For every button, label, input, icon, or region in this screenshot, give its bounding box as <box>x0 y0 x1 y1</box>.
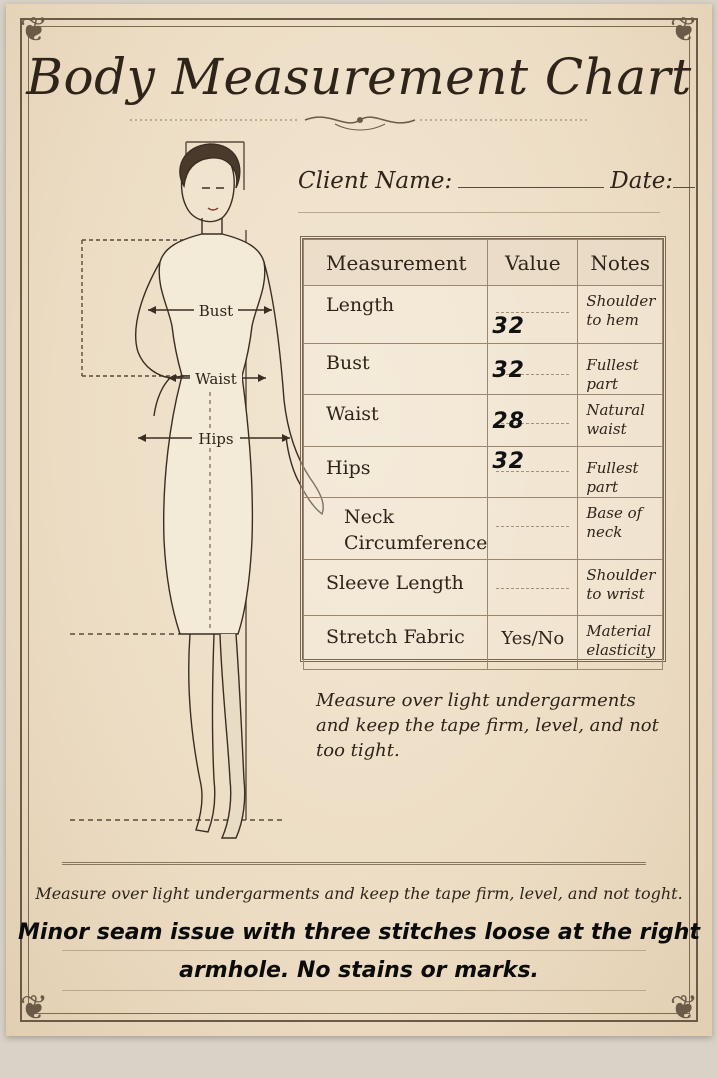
column-header-value: Value <box>488 240 578 286</box>
measurement-value: 32 <box>492 314 525 339</box>
table-row <box>304 447 663 498</box>
figure-label-hips: Hips <box>198 430 234 448</box>
table-row <box>304 616 663 670</box>
client-rule <box>298 212 660 213</box>
figure-label-bust: Bust <box>198 302 234 320</box>
stretch-value: Yes/No <box>501 628 565 649</box>
measurement-notes: Shoulder to hem <box>578 286 663 344</box>
measurement-name: Stretch Fabric <box>304 616 488 670</box>
client-name-field[interactable] <box>458 170 604 188</box>
footer-divider <box>62 862 646 865</box>
measurement-name: Bust <box>304 344 488 395</box>
date-label: Date: <box>610 168 674 194</box>
measurement-value-cell[interactable] <box>488 498 578 560</box>
measurement-value-cell[interactable] <box>488 560 578 616</box>
corner-flourish-icon: ❦ <box>19 10 49 50</box>
measurement-notes: Base of neck <box>578 498 663 560</box>
measurement-name: Sleeve Length <box>304 560 488 616</box>
table-row <box>304 395 663 447</box>
client-info <box>298 168 695 194</box>
table-row <box>304 560 663 616</box>
measurement-notes: Material elasticity <box>578 616 663 670</box>
measurement-value: 32 <box>492 449 525 474</box>
measurement-value-cell[interactable] <box>488 344 578 395</box>
corner-flourish-icon: ❦ <box>669 10 699 50</box>
measurement-notes: Fullest part <box>578 447 663 498</box>
ruled-line <box>62 990 646 991</box>
measuring-advice: Measure over light undergarments and keep the tape firm, level, and not too tight. <box>316 690 659 761</box>
measurement-notes: Natural waist <box>578 395 663 447</box>
measurement-table <box>300 236 666 662</box>
column-header-measurement: Measurement <box>304 240 488 286</box>
inspection-note: Minor seam issue with three stitches loose at the right armhole. No stains or marks. <box>18 920 700 983</box>
corner-flourish-icon: ❦ <box>19 988 49 1028</box>
measurement-notes: Shoulder to wrist <box>578 560 663 616</box>
fashion-figure-illustration <box>60 130 340 850</box>
measurement-value-cell[interactable] <box>488 616 578 670</box>
client-name-label: Client Name: <box>298 168 453 194</box>
title-ornament-icon <box>130 112 590 132</box>
footer-note: Measure over light undergarments and keep the tape firm, level, and not toght. <box>35 884 683 903</box>
column-header-notes: Notes <box>578 240 663 286</box>
measurement-value: 32 <box>492 358 525 383</box>
measurement-value-cell[interactable] <box>488 447 578 498</box>
measurement-name: Hips <box>304 447 488 498</box>
date-field[interactable] <box>673 170 695 188</box>
table-header-row <box>304 240 663 286</box>
table-row <box>304 286 663 344</box>
table-row <box>304 498 663 560</box>
measurement-name: Neck Circumference <box>304 498 488 560</box>
measurement-value: 28 <box>492 409 525 434</box>
figure-label-waist: Waist <box>195 370 237 388</box>
measurement-value-cell[interactable] <box>488 395 578 447</box>
measurement-value-cell[interactable] <box>488 286 578 344</box>
corner-flourish-icon: ❦ <box>669 988 699 1028</box>
measurement-name: Length <box>304 286 488 344</box>
measurement-notes: Fullest part <box>578 344 663 395</box>
page-title: Body Measurement Chart <box>26 48 692 106</box>
measurement-name: Waist <box>304 395 488 447</box>
table-row <box>304 344 663 395</box>
